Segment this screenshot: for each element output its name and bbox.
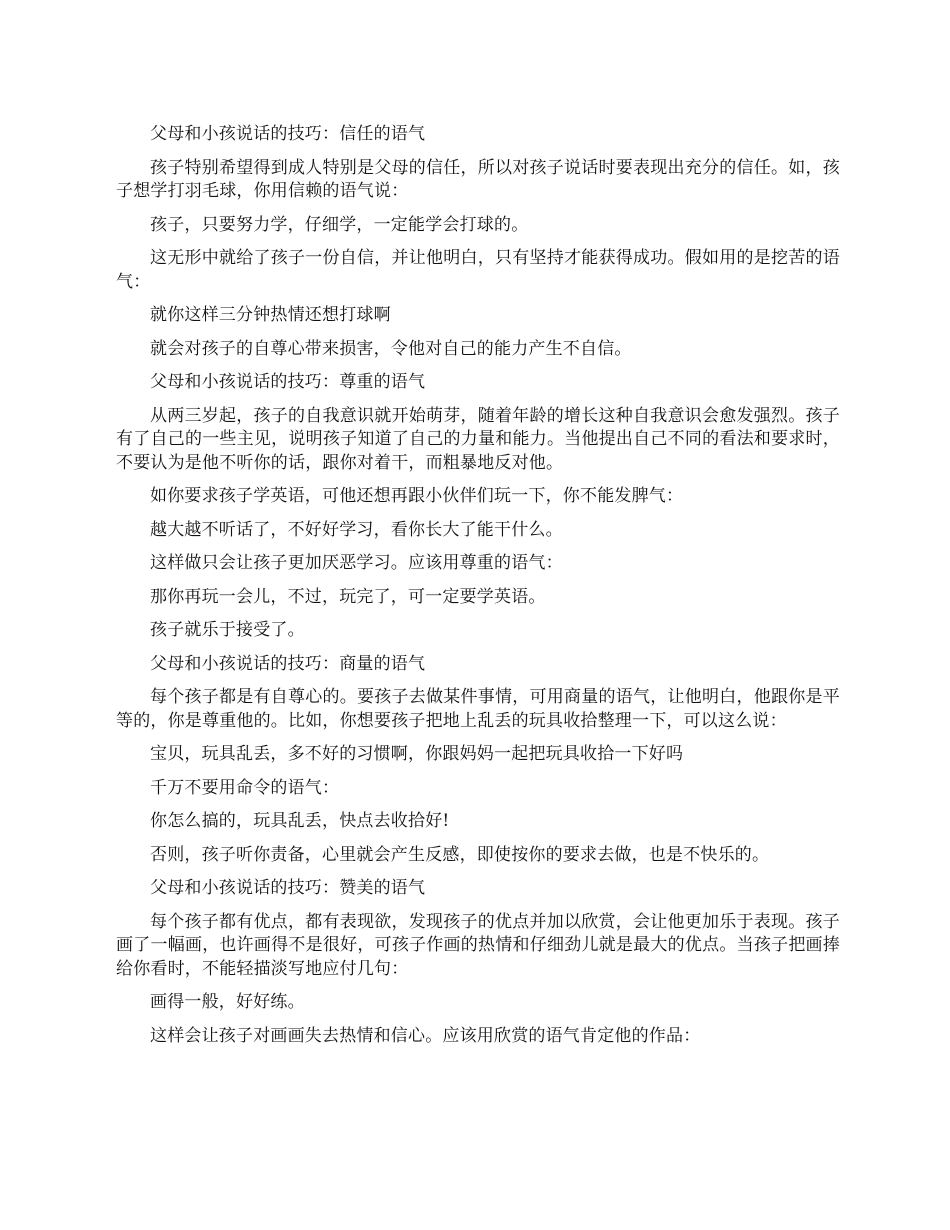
paragraph: 如你要求孩子学英语，可他还想再跟小伙伴们玩一下，你不能发脾气： — [150, 486, 684, 506]
section-heading-discuss: 父母和小孩说话的技巧：商量的语气 — [150, 653, 426, 674]
section-heading-praise: 父母和小孩说话的技巧：赞美的语气 — [150, 878, 426, 898]
quote-paragraph: 越大越不听话了，不好好学习，看你长大了能干什么。 — [150, 519, 563, 540]
quote-paragraph: 孩子，只要努力学，仔细学，一定能学会打球的。 — [150, 214, 529, 235]
paragraph: 这样做只会让孩子更加厌恶学习。应该用尊重的语气： — [150, 553, 563, 573]
paragraph: 孩子特别希望得到成人特别是父母的信任，所以对孩子说话时要表现出充分的信任。如，孩子想学打羽毛球，你用信赖的语气说： — [116, 157, 840, 201]
paragraph: 就会对孩子的自尊心带来损害，令他对自己的能力产生不自信。 — [150, 338, 632, 359]
paragraph: 这样会让孩子对画画失去热情和信心。应该用欣赏的语气肯定他的作品： — [150, 1025, 701, 1046]
paragraph: 千万不要用命令的语气： — [150, 777, 340, 798]
section-heading-trust: 父母和小孩说话的技巧：信任的语气 — [150, 124, 426, 144]
paragraph: 每个孩子都有优点，都有表现欲，发现孩子的优点并加以欣赏，会让他更加乐于表现。孩子画了一幅画，也许画得不是很好，可孩子作画的热情和仔细劲儿就是最大的优点。当孩子把画捧给你看时，不能轻描淡写地应付几句： — [116, 911, 840, 979]
quote-paragraph: 就你这样三分钟热情还想打球啊 — [150, 305, 391, 325]
document-page — [116, 123, 840, 1058]
quote-paragraph: 你怎么搞的，玩具乱丢，快点去收拾好! — [150, 811, 450, 831]
quote-paragraph: 宝贝，玩具乱丢，多不好的习惯啊，你跟妈妈一起把玩具收拾一下好吗 — [150, 744, 684, 764]
paragraph: 孩子就乐于接受了。 — [150, 620, 305, 640]
section-heading-respect: 父母和小孩说话的技巧：尊重的语气 — [150, 372, 426, 392]
quote-paragraph: 那你再玩一会儿，不过，玩完了，可一定要学英语。 — [150, 586, 546, 607]
quote-paragraph: 画得一般，好好练。 — [150, 992, 305, 1012]
paragraph: 从两三岁起，孩子的自我意识就开始萌芽，随着年龄的增长这种自我意识会愈发强烈。孩子有了自己的一些主见，说明孩子知道了自己的力量和能力。当他提出自己不同的看法和要求时，不要认为是他不听你的话，跟你对着干，而粗暴地反对他。 — [116, 405, 840, 473]
paragraph: 这无形中就给了孩子一份自信，并让他明白，只有坚持才能获得成功。假如用的是挖苦的语气： — [116, 248, 840, 292]
paragraph: 否则，孩子听你责备，心里就会产生反感，即使按你的要求去做，也是不快乐的。 — [150, 844, 770, 865]
paragraph: 每个孩子都是有自尊心的。要孩子去做某件事情，可用商量的语气，让他明白，他跟你是平等的，你是尊重他的。比如，你想要孩子把地上乱丢的玩具收拾整理一下，可以这么说： — [116, 687, 840, 731]
